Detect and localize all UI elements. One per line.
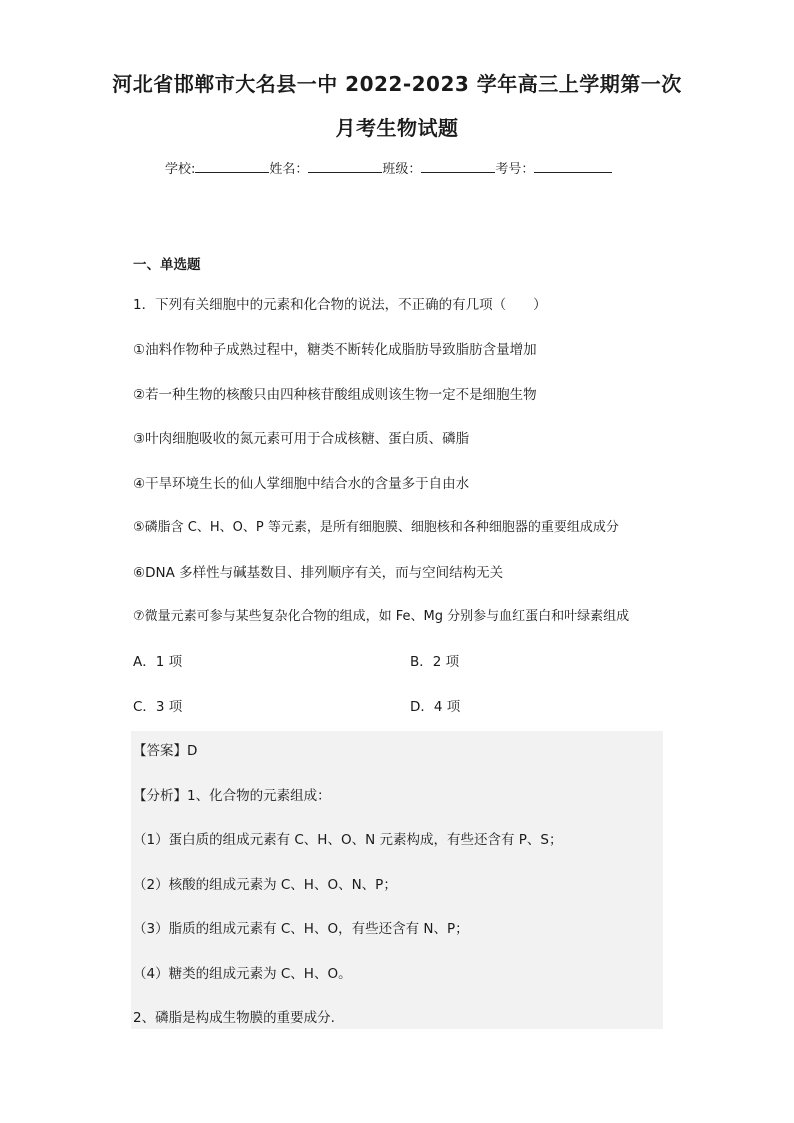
- document-title-line-1: 河北省邯郸市大名县一中 2022-2023 学年高三上学期第一次: [112, 72, 682, 96]
- name-blank: [308, 160, 382, 173]
- analysis-point-2: （2）核酸的组成元素为 C、H、O、N、P；: [133, 877, 397, 893]
- option-d: D．4 项: [410, 699, 461, 715]
- class-label: 班级：: [382, 162, 422, 177]
- question-stem: 1．下列有关细胞中的元素和化合物的说法，不正确的有几项（ ）: [133, 297, 547, 313]
- option-a: A．1 项: [133, 654, 183, 670]
- section-heading: 一、单选题: [133, 257, 201, 273]
- analysis-heading: 【分析】1、化合物的元素组成：: [133, 788, 331, 804]
- answer-line: 【答案】D: [133, 743, 198, 759]
- analysis-point-1: （1）蛋白质的组成元素有 C、H、O、N 元素构成，有些还含有 P、S；: [133, 832, 563, 848]
- analysis-note-2: 2、磷脂是构成生物膜的重要成分.: [133, 1010, 335, 1026]
- statement-3: ③叶肉细胞吸收的氮元素可用于合成核糖、蛋白质、磷脂: [133, 431, 470, 447]
- analysis-point-3: （3）脂质的组成元素有 C、H、O，有些还含有 N、P；: [133, 921, 469, 937]
- document-title-line-2: 月考生物试题: [335, 116, 459, 140]
- statement-7: ⑦微量元素可参与某些复杂化合物的组成，如 Fe、Mg 分别参与血红蛋白和叶绿素组成: [133, 609, 630, 624]
- name-label: 姓名：: [269, 162, 309, 177]
- statement-1: ①油料作物种子成熟过程中，糖类不断转化成脂肪导致脂肪含量增加: [133, 342, 537, 358]
- statement-4: ④干旱环境生长的仙人掌细胞中结合水的含量多于自由水: [133, 476, 470, 492]
- school-label: 学校:: [165, 162, 196, 177]
- school-blank: [195, 160, 269, 173]
- option-c: C．3 项: [133, 699, 183, 715]
- statement-2: ②若一种生物的核酸只由四种核苷酸组成则该生物一定不是细胞生物: [133, 387, 537, 403]
- option-b: B．2 项: [410, 654, 460, 670]
- class-blank: [421, 160, 495, 173]
- statement-6: ⑥DNA 多样性与碱基数目、排列顺序有关，而与空间结构无关: [133, 565, 504, 581]
- student-info-row: [165, 158, 612, 177]
- exam-no-label: 考号：: [495, 162, 535, 177]
- exam-no-blank: [534, 160, 612, 173]
- statement-5: ⑤磷脂含 C、H、O、P 等元素，是所有细胞膜、细胞核和各种细胞器的重要组成成分: [133, 520, 619, 535]
- analysis-point-4: （4）糖类的组成元素为 C、H、O。: [133, 966, 352, 982]
